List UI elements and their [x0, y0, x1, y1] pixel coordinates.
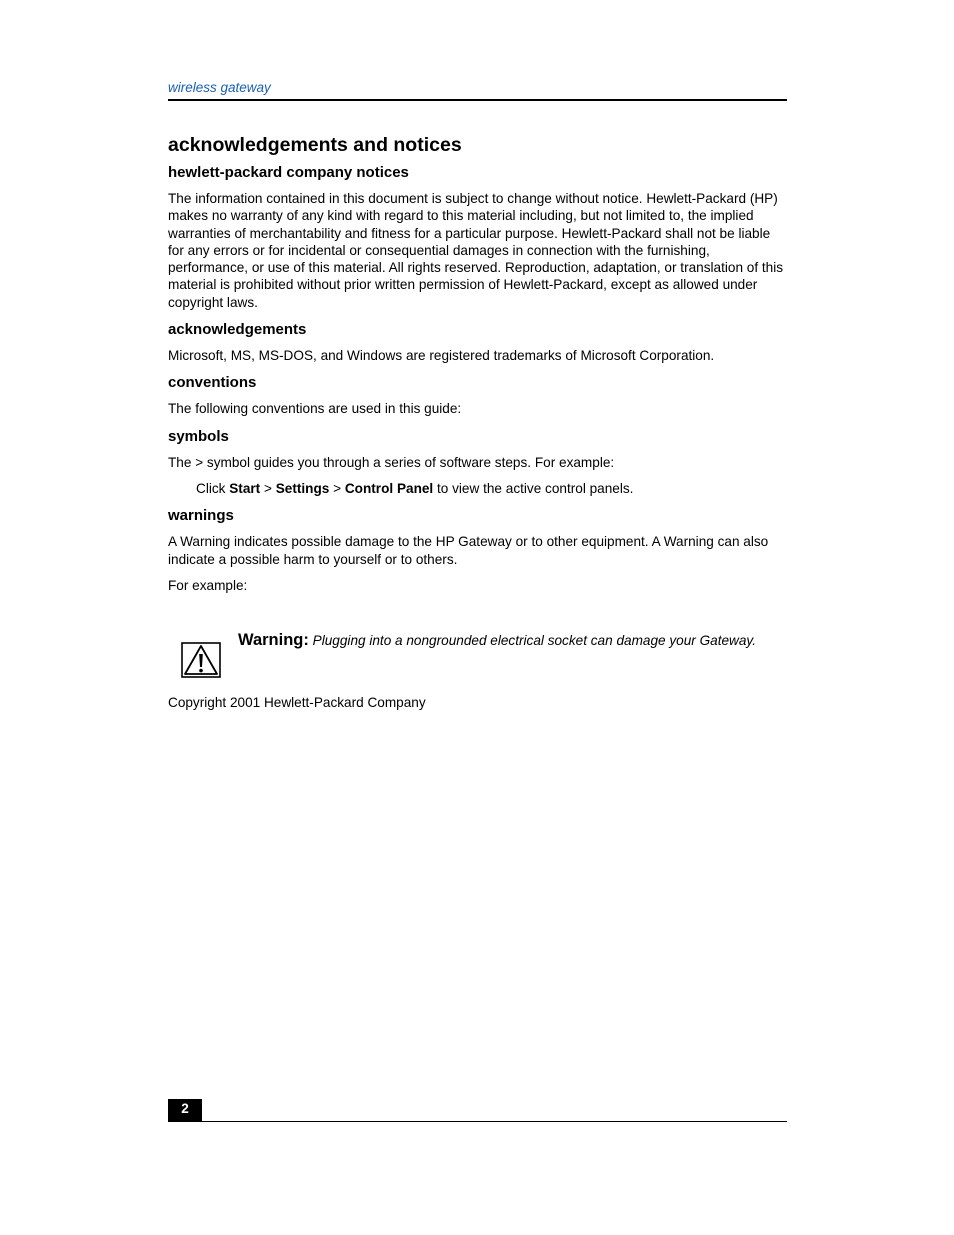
example-separator-1: >: [260, 480, 276, 496]
conventions-heading: conventions: [168, 374, 257, 392]
footer-rule: [168, 1121, 787, 1122]
hp-notices-heading: hewlett-packard company notices: [168, 164, 409, 181]
example-suffix: to view the active control panels.: [433, 480, 634, 496]
acknowledgements-heading: acknowledgements: [168, 321, 307, 339]
warning-text: [238, 631, 758, 650]
header-rule: [168, 99, 787, 101]
example-prefix: Click: [196, 480, 230, 496]
warnings-body: A Warning indicates possible damage to the HP Gateway or to other equipment. A Warning can also indicate a possible harm to yourself or to others.: [168, 534, 769, 567]
acknowledgements-body: Microsoft, MS, MS-DOS, and Windows are registered trademarks of Microsoft Corporation.: [168, 348, 715, 364]
warning-callout: [168, 631, 787, 691]
example-step-control-panel: Control Panel: [344, 480, 434, 496]
symbols-example: [168, 480, 787, 497]
hp-notices-body: The information contained in this document is subject to change without notice. Hewlett-Packard (HP) makes no warranty of any kind with regard to this material including, but not limited to, the implied warranties of merchantability and fitness for a particular purpose. Hewlett-Packard shall not be liable for any errors or for incidental or consequential damages in connection with the furnishing, performance, or use of this material. All rights reserved. Reproduction, adaptation, or translation of this material is prohibited without prior written permission of Hewlett-Packard, except as allowed under copyright laws.: [168, 191, 784, 310]
page-title: acknowledgements and notices: [168, 134, 462, 156]
document-page: [168, 0, 787, 1235]
conventions-body: The following conventions are used in this guide:: [168, 401, 462, 417]
page-content: [168, 132, 787, 720]
symbols-heading: symbols: [168, 427, 229, 445]
warnings-heading: warnings: [168, 507, 234, 525]
example-separator-2: >: [329, 480, 345, 496]
page-number: 2: [168, 1099, 202, 1122]
warning-message: Plugging into a nongrounded electrical socket can damage your Gateway.: [312, 633, 756, 649]
warning-label: Warning:: [238, 631, 309, 650]
copyright-notice: Copyright 2001 Hewlett-Packard Company: [168, 695, 426, 711]
example-step-start: Start: [229, 480, 261, 496]
symbols-body: The > symbol guides you through a series of software steps. For example:: [168, 454, 615, 470]
example-step-settings: Settings: [275, 480, 330, 496]
for-example-text: For example:: [168, 577, 248, 593]
running-header: wireless gateway: [168, 80, 271, 95]
warning-triangle-icon: [181, 642, 221, 678]
